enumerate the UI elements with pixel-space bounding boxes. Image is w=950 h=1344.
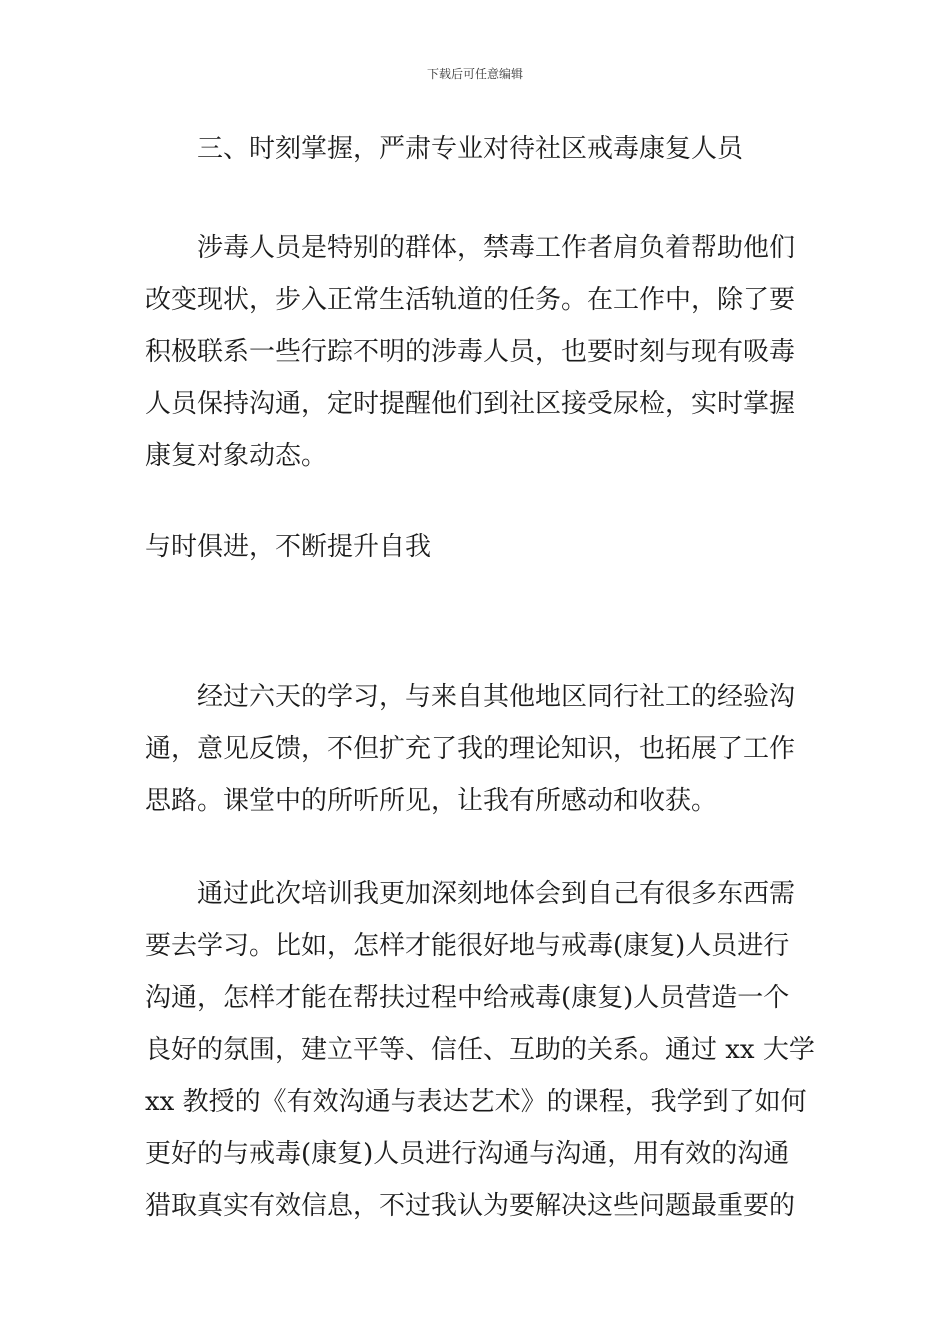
paragraph-line: 人员保持沟通，定时提醒他们到社区接受尿检，实时掌握 (145, 389, 796, 419)
paragraph-line: 积极联系一些行踪不明的涉毒人员，也要时刻与现有吸毒 (145, 337, 796, 367)
paragraph-line: 康复对象动态。 (145, 441, 328, 471)
paragraph-line: 良好的氛围，建立平等、信任、互助的关系。通过 xx 大学 (145, 1035, 815, 1065)
paragraph-3 (145, 868, 815, 1232)
page-header-note: 下载后可任意编辑 (426, 67, 523, 81)
section-heading-text: 三、时刻掌握，严肃专业对待社区戒毒康复人员 (197, 134, 744, 164)
subheading-text: 与时俱进，不断提升自我 (145, 532, 432, 562)
paragraph-line: 沟通，怎样才能在帮扶过程中给戒毒(康复)人员营造一个 (145, 983, 790, 1013)
paragraph-line: 经过六天的学习，与来自其他地区同行社工的经验沟 (197, 682, 796, 712)
paragraph-line: 涉毒人员是特别的群体，禁毒工作者肩负着帮助他们 (197, 233, 796, 263)
paragraph-line: 通，意见反馈，不但扩充了我的理论知识，也拓展了工作 (145, 734, 796, 764)
paragraph-line: 通过此次培训我更加深刻地体会到自己有很多东西需 (197, 879, 796, 909)
paragraph-1 (145, 222, 810, 482)
paragraph-line: 更好的与戒毒(康复)人员进行沟通与沟通，用有效的沟通 (145, 1139, 790, 1169)
paragraph-line: 改变现状，步入正常生活轨道的任务。在工作中，除了要 (145, 285, 796, 315)
section-heading (145, 123, 810, 175)
paragraph-line: 猎取真实有效信息，不过我认为要解决这些问题最重要的 (145, 1191, 796, 1221)
subheading (145, 521, 810, 573)
paragraph-line: 思路。课堂中的所听所见，让我有所感动和收获。 (145, 786, 718, 816)
paragraph-2 (145, 671, 810, 827)
paragraph-line: 要去学习。比如，怎样才能很好地与戒毒(康复)人员进行 (145, 931, 790, 961)
paragraph-line: xx 教授的《有效沟通与表达艺术》的课程，我学到了如何 (145, 1087, 807, 1117)
